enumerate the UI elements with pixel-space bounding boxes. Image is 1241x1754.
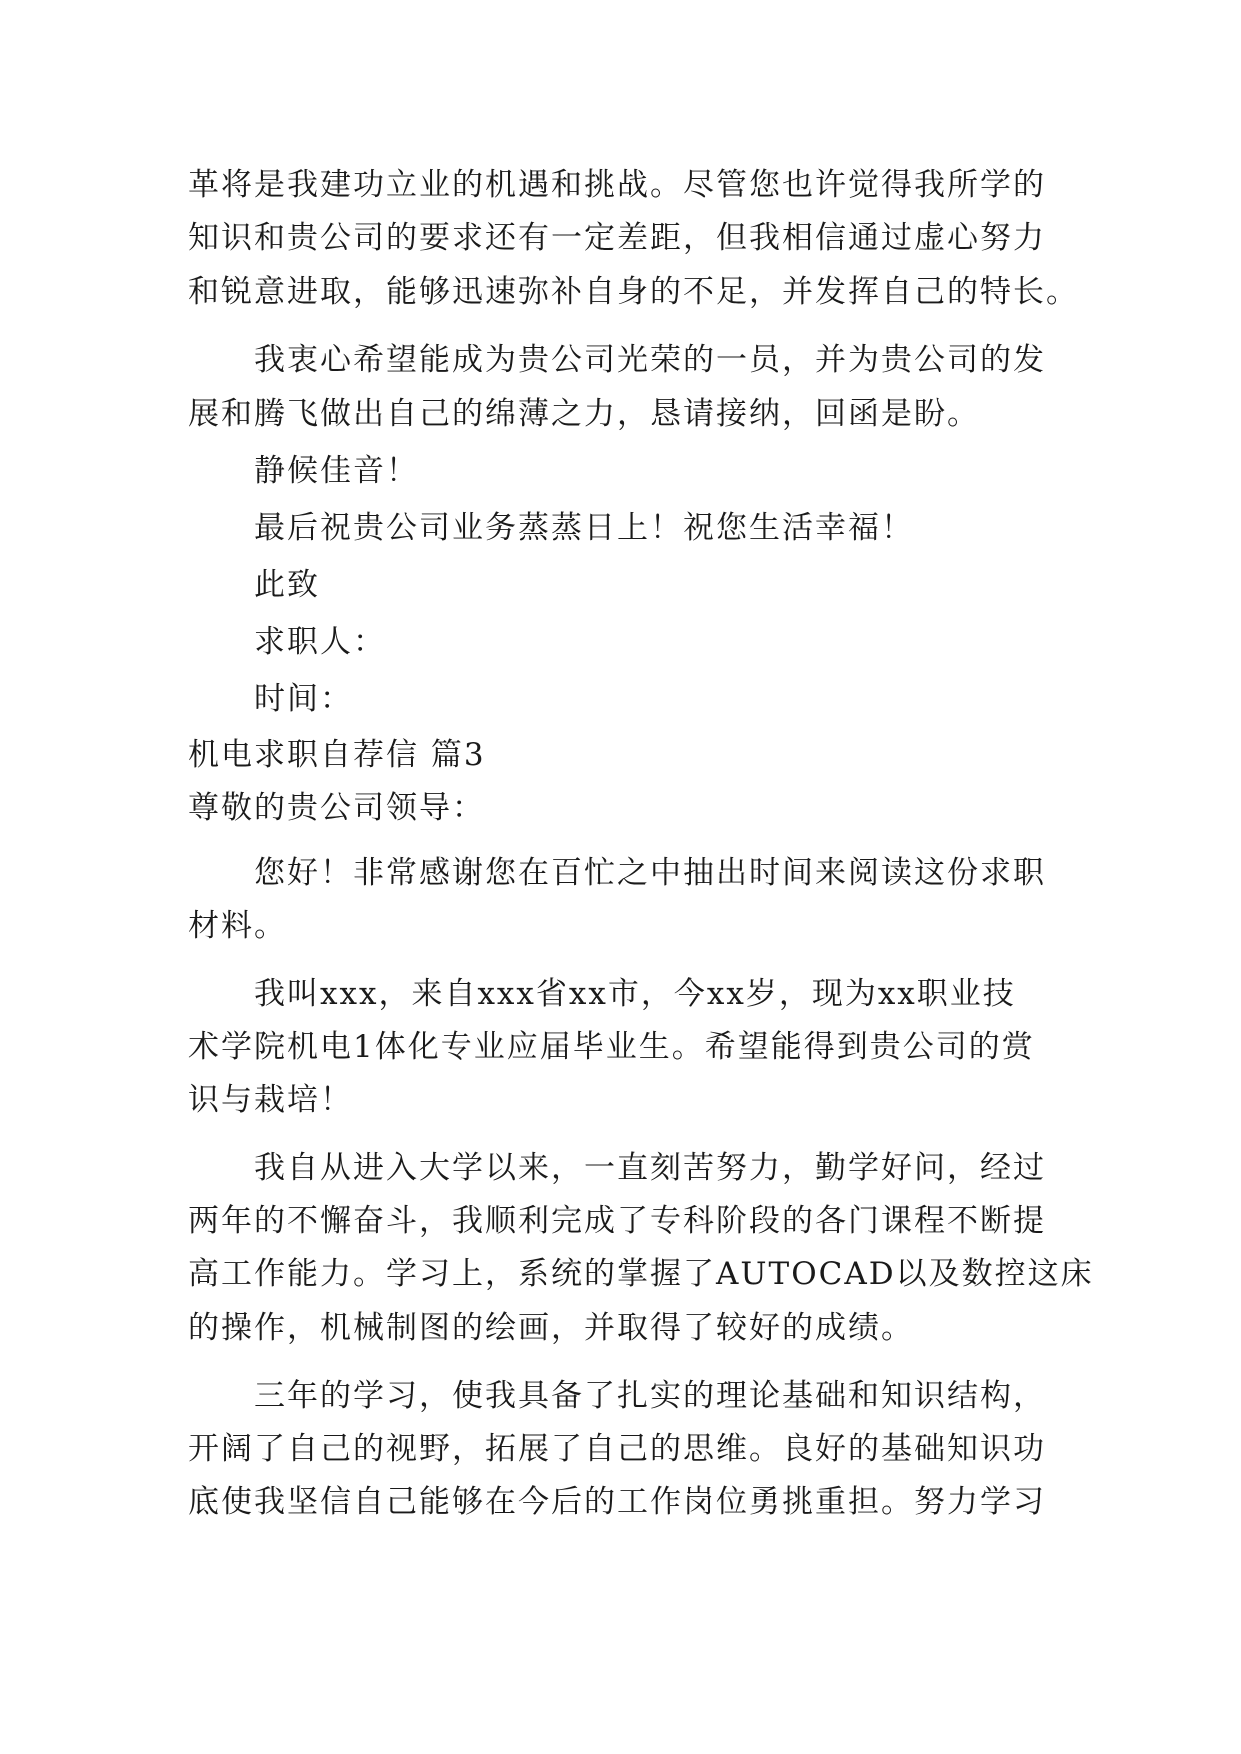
body-line: 两年的不懈奋斗，我顺利完成了专科阶段的各门课程不断提 [188, 1203, 1046, 1239]
section-title: 机电求职自荐信 篇3 [188, 737, 486, 773]
body-line: 材料。 [188, 908, 287, 944]
closing-line: 最后祝贵公司业务蒸蒸日上！祝您生活幸福！ [254, 510, 914, 546]
body-line: 识与栽培！ [188, 1082, 353, 1118]
body-line: 知识和贵公司的要求还有一定差距，但我相信通过虚心努力 [188, 220, 1046, 256]
signature-applicant: 求职人： [254, 624, 386, 660]
greeting-line: 尊敬的贵公司领导： [188, 790, 485, 826]
body-line: 底使我坚信自己能够在今后的工作岗位勇挑重担。努力学习 [188, 1484, 1046, 1520]
body-line: 革将是我建功立业的机遇和挑战。尽管您也许觉得我所学的 [188, 167, 1046, 203]
body-line: 术学院机电1体化专业应届毕业生。希望能得到贵公司的赏 [188, 1029, 1035, 1065]
body-line: 高工作能力。学习上，系统的掌握了AUTOCAD以及数控这床 [188, 1256, 1094, 1292]
salutation-line: 此致 [254, 567, 320, 603]
body-line: 我自从进入大学以来，一直刻苦努力，勤学好问，经过 [254, 1150, 1046, 1186]
body-line: 和锐意进取，能够迅速弥补自身的不足，并发挥自己的特长。 [188, 274, 1079, 310]
body-line: 我叫xxx，来自xxx省xx市，今xx岁，现为xx职业技 [254, 976, 1016, 1012]
body-line: 我衷心希望能成为贵公司光荣的一员，并为贵公司的发 [254, 342, 1046, 378]
body-line: 您好！非常感谢您在百忙之中抽出时间来阅读这份求职 [254, 855, 1046, 891]
closing-line: 静候佳音！ [254, 453, 419, 489]
body-line: 的操作，机械制图的绘画，并取得了较好的成绩。 [188, 1310, 914, 1346]
body-line: 三年的学习，使我具备了扎实的理论基础和知识结构， [254, 1378, 1046, 1414]
body-line: 展和腾飞做出自己的绵薄之力，恳请接纳，回函是盼。 [188, 396, 980, 432]
signature-date: 时间： [254, 681, 353, 717]
body-line: 开阔了自己的视野，拓展了自己的思维。良好的基础知识功 [188, 1431, 1046, 1467]
